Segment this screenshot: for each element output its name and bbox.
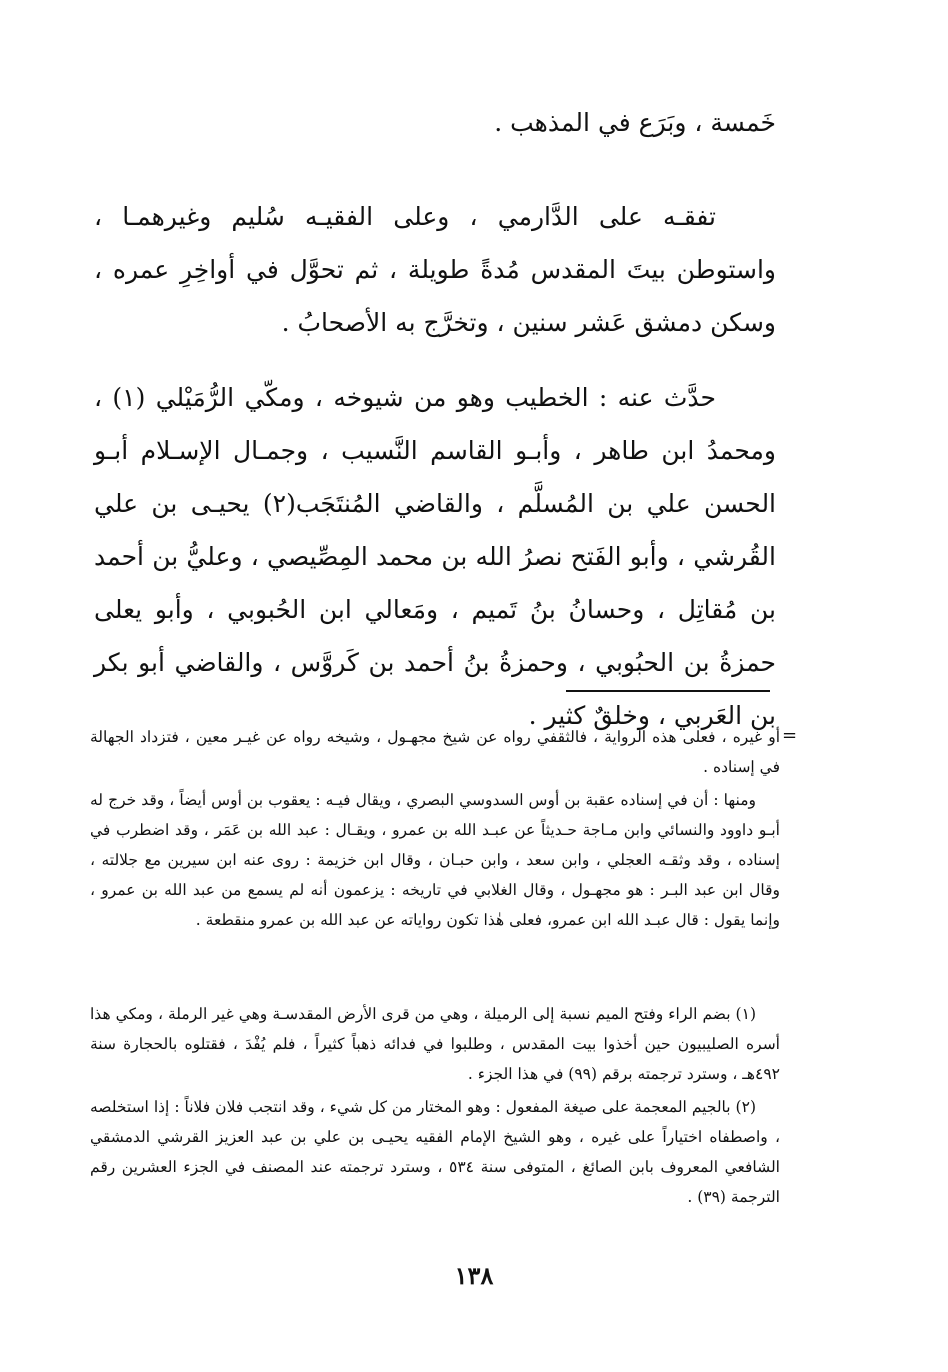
paragraph-ending: خَمسة ، وبَرَع في المذهب . [494, 108, 776, 137]
footnote-1: (١) بضم الراء وفتح الميم نسبة إلى الرميلة ، وهي من قرى الأرض المقدسـة وهي غير الرملة ، ومكي هذا أسره الصليبيون حين أخذوا بيت المقدس ، وطلبوا في فدائه ذهباً كثيراً ، فلم يُفْدَ ، فقتلوه بالحجارة سنة ٤٩٢هـ ، وسترد ترجمته برقم (٩٩) في هذا الجزء . [90, 1005, 780, 1083]
paragraph-study: تفقـه على الدَّارمي ، وعلى الفقيـه سُليم وغيرهمـا ، واستوطن بيتَ المقدس مُدةً طويلة ، ثم تحوَّل في أواخِرِ عمره ، وسكن دمشق عَشر سنين ، وتخرَّج به الأصحابُ . [94, 202, 776, 337]
footnote-continuation-mark: = [782, 725, 798, 746]
footnote-continued-more: ومنها : أن في إسناده عقبة بن أوس السدوسي البصري ، ويقال فيـه : يعقوب بن أوس أيضاً ، وقد خرج له أبـو داوود والنسائي وابن مـاجة حـديثاً عن عبـد الله بن عمرو ، ويقـال : عبد الله بن عَمَر ، وقد اضطرب في إسناده ، وقد وثقـه العجلي ، وابن سعد ، وابن حبـان ، وقال ابن خزيمة : روى عنه ابن سيرين مع جلالته ، وقال ابن عبد البـر : هو مجهـول ، وقال الغلابي في تاريخه : يزعمون أنه لم يسمع من عبد الله بن عمرو ، وإنما يقول : قال عبـد الله ابن عمرو، فعلى هٰذا تكون رواياته عن عبد الله بن عمرو منقطعة . [90, 791, 780, 929]
footnote-continued: أو غيره ، فعلى هذه الرواية ، فالثقفي رواه عن شيخ مجهـول ، وشيخه رواه عن غيـر معين ، فتزداد الجهالة في إسناده . [90, 728, 780, 776]
footnote-2: (٢) بالجيم المعجمة على صيغة المفعول : وهو المختار من كل شيء ، وقد انتجب فلان فلاناً : إذا استخلصه ، واصطفاه اختياراً على غيره ، وهو الشيخ الإمام الفقيه يحيـى بن علي بن عبد العزيز القرشي الدمشقي الشافعي المعروف بابن الصائغ ، المتوفى سنة ٥٣٤ ، وسترد ترجمته عند المصنف في الجزء العشرين رقم الترجمة (٣٩) . [90, 1098, 780, 1206]
page-number: ١٣٨ [454, 1261, 494, 1290]
footnote-separator [566, 690, 770, 692]
paragraph-narrators: حدَّث عنه : الخطيب وهو من شيوخه ، ومكّي الرُّمَيْلي (١) ، ومحمدُ ابن طاهر ، وأبـو القاسم النَّسيب ، وجمـال الإسـلام أبـو الحسن علي بن المُسلَّم ، والقاضي المُنتَجَب(٢) يحيـى بن علي القُرشي ، وأبو الفَتح نصرُ الله بن محمد المِصِّيصي ، وعليُّ بن أحمد بن مُقاتِل ، وحسانُ بنُ تَميم ، ومَعالي ابن الحُبوبي ، وأبو يعلى حمزةُ بن الحبُوبي ، وحمزةُ بنُ أحمد بن كَروَّس ، والقاضي أبو بكر بن العَربي ، وخلقٌ كثير . [94, 383, 777, 730]
